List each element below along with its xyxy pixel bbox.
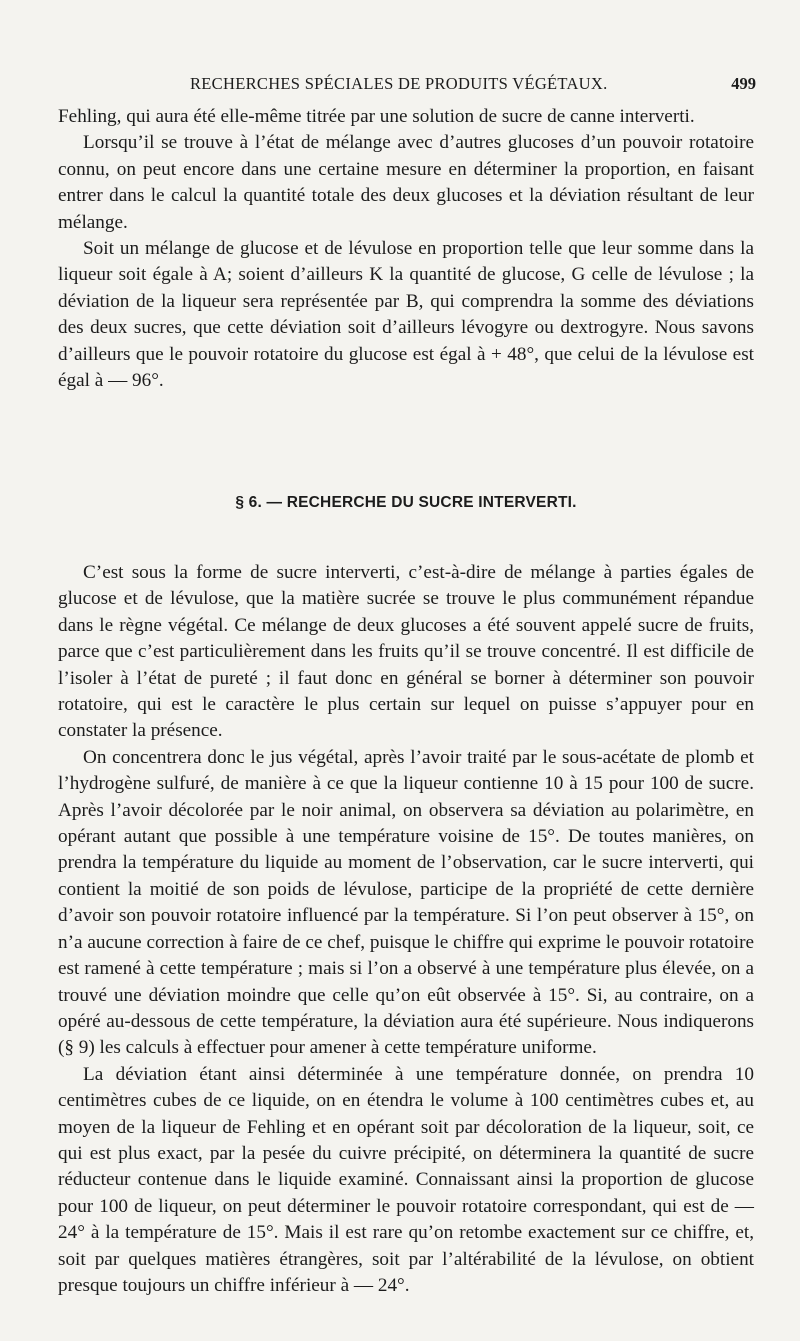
section-heading: § 6. — RECHERCHE DU SUCRE INTERVERTI. [235,494,577,511]
paragraph-invert-sugar-intro: C’est sous la forme de sucre interverti, c’est-à-dire de mélange à parties égales de glucose et de lévulose, que la matière sucrée se trouve le plus communément répandue dans le règne végétal. Ce mélange de deux glucoses a été souvent appelé sucre de fruits, parce que c’est particulièrement dans les fruits qu’il se trouve concentré. Il est difficile de l’isoler à l’état de pureté ; il faut donc en général se borner à déterminer son pouvoir rotatoire, qui est le caractère le plus certain sur lequel on puisse s’appuyer pour en constater la présence. [58,562,754,742]
running-title: RECHERCHES SPÉCIALES DE PRODUITS VÉGÉTAUX. [190,74,608,93]
paragraph-fehling-continuation: Fehling, qui aura été elle-même titrée par une solution de sucre de canne interverti. [58,106,695,127]
paragraph-glucose-levulose-mixture: Soit un mélange de glucose et de lévulose en proportion telle que leur somme dans la liqueur soit égale à A; soient d’ailleurs K la quantité de glucose, G celle de lévulose ; la déviation de la liqueur sera représentée par B, qui comprendra la somme des déviations des deux sucres, que cette déviation soit d’ailleurs lévogyre ou dextrogyre. Nous savons d’ailleurs que le pouvoir rotatoire du glucose est égal à + 48°, que celui de la lévulose est égal à — 96°. [58,238,754,392]
text-block-top [58,104,754,394]
page-number: 499 [731,74,756,93]
text-block-bottom [58,560,754,1299]
paragraph-deviation-determination: La déviation étant ainsi déterminée à une température donnée, on prendra 10 centimètres cubes de ce liquide, on en étendra le volume à 100 centimètres cubes et, au moyen de la liqueur de Fehling et en opérant soit par décoloration de la liqueur, soit, ce qui est plus exact, par la pesée du cuivre précipité, on déterminera la quantité de sucre réducteur contenue dans le liquide examiné. Connaissant ainsi la proportion de glucose pour 100 de liqueur, on peut déterminer le pouvoir rotatoire correspondant, qui est de — 24° à la température de 15°. Mais il est rare qu’on retombe exactement sur ce chiffre, et, soit par quelques matières étrangères, soit par l’altérabilité de la lévulose, on obtient presque toujours un chiffre inférieur à — 24°. [58,1063,754,1296]
paragraph-mixture-glucoses: Lorsqu’il se trouve à l’état de mélange avec d’autres glucoses d’un pouvoir rotatoire connu, on peut encore dans une certaine mesure en déterminer la proportion, en faisant entrer dans le calcul la quantité totale des deux glucoses et la déviation résultant de leur mélange. [58,132,754,233]
paragraph-concentration-procedure: On concentrera donc le jus végétal, après l’avoir traité par le sous-acétate de plomb et l’hydrogène sulfuré, de manière à ce que la liqueur contienne 10 à 15 pour 100 de sucre. Après l’avoir décolorée par le noir animal, on observera sa déviation au polarimètre, en opérant autant que possible à une température voisine de 15°. De toutes manières, on prendra la température du liquide au moment de l’observation, car le sucre interverti, qui contient la moitié de son poids de lévulose, participe de la propriété de cette dernière d’avoir son pouvoir rotatoire influencé par la température. Si l’on peut observer à 15°, on n’a aucune correction à faire de ce chef, puisque le chiffre qui exprime le pouvoir rotatoire est ramené à cette température ; mais si l’on a observé à une température plus élevée, on a trouvé une déviation moindre que celle qu’on eût observée à 15°. Si, au contraire, on a opéré au-dessous de cette température, la déviation aura été supérieure. Nous indiquerons (§ 9) les calculs à effectuer pour amener à cette température uniforme. [58,746,754,1059]
running-header [60,74,756,98]
